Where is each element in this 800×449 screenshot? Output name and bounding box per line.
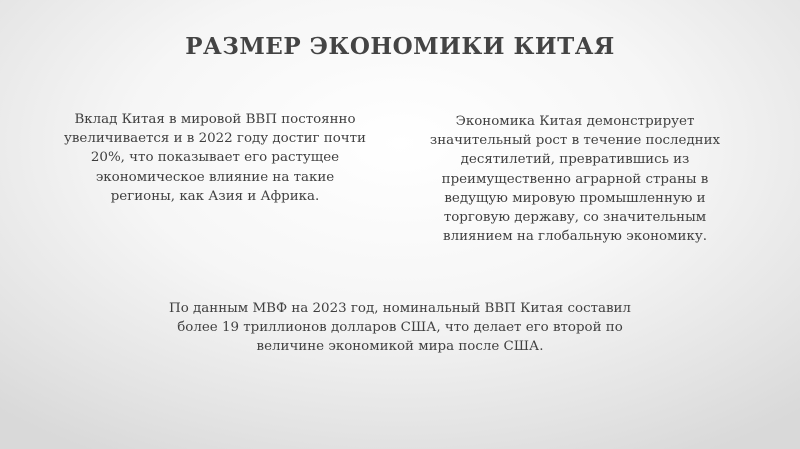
- left-paragraph-line: регионы, как Азия и Африка.: [110, 188, 320, 204]
- bottom-paragraph-line: По данным МВФ на 2023 год, номинальный ВВП Китая составил: [169, 301, 631, 316]
- left-paragraph-line: экономическое влияние на такие: [95, 169, 335, 185]
- right-paragraph-line: десятилетий, превратившись из: [460, 152, 690, 168]
- bottom-paragraph: [80, 299, 720, 357]
- right-paragraph-line: Экономика Китая демонстрирует: [455, 114, 695, 129]
- right-paragraph-line: торговую державу, со значительным: [443, 210, 707, 226]
- left-paragraph: [45, 110, 385, 206]
- left-paragraph-line: 20%, что показывает его растущее: [90, 150, 340, 166]
- right-paragraph-line: преимущественно аграрной страны в: [441, 171, 709, 187]
- bottom-paragraph-line: более 19 триллионов долларов США, что делает его второй по: [177, 320, 623, 336]
- right-paragraph-line: значительный рост в течение последних: [429, 133, 721, 149]
- left-paragraph-line: Вклад Китая в мировой ВВП постоянно: [74, 112, 356, 127]
- left-paragraph-line: увеличивается и в 2022 году достиг почти: [64, 131, 366, 147]
- slide-title: РАЗМЕР ЭКОНОМИКИ КИТАЯ: [185, 33, 615, 60]
- right-paragraph-line: ведущую мировую промышленную и: [444, 190, 706, 206]
- bottom-paragraph-line: величине экономикой мира после США.: [256, 339, 544, 355]
- right-paragraph: [405, 112, 745, 246]
- right-paragraph-line: влиянием на глобальную экономику.: [443, 229, 707, 245]
